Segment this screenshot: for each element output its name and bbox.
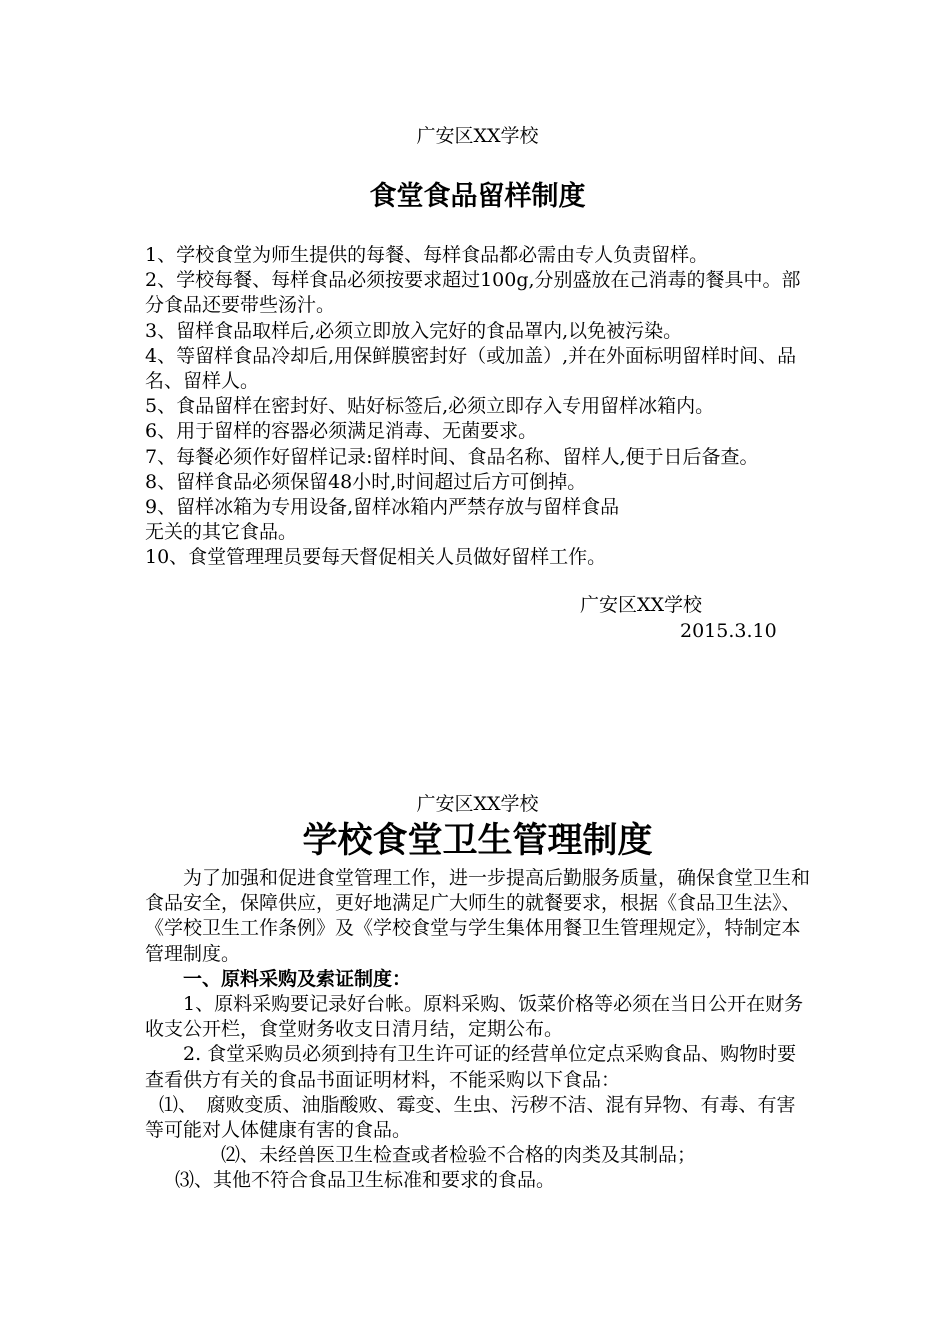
signature-school: 广安区XX学校 xyxy=(580,594,703,616)
procurement-rule-1: 1、原料采购要记录好台帐。原料采购、饭菜价格等必须在当日公开在财务收支公开栏，食堂财务收支日清月结，定期公布。 xyxy=(145,993,804,1041)
procurement-sub-1: ⑴、 腐败变质、油脂酸败、霉变、生虫、污秽不洁、混有异物、有毒、有害等可能对人体健康有害的食品。 xyxy=(145,1093,796,1142)
title-canteen-hygiene-policy: 学校食堂卫生管理制度 xyxy=(302,821,653,861)
procurement-sub-2: ⑵、未经兽医卫生检查或者检验不合格的肉类及其制品； xyxy=(221,1144,697,1167)
section-heading-procurement: 一、原料采购及索证制度： xyxy=(183,967,412,990)
rule-item-9: 9、留样冰箱为专用设备,留样冰箱内严禁存放与留样食品 xyxy=(145,496,620,519)
procurement-rule-2: 2. 食堂采购员必须到持有卫生许可证的经营单位定点采购食品、购物时要查看供方有关的食品书面证明材料，不能采购以下食品： xyxy=(145,1043,797,1091)
rule-item-1: 1、学校食堂为师生提供的每餐、每样食品都必需由专人负责留样。 xyxy=(145,244,709,266)
signature-date: 2015.3.10 xyxy=(680,620,777,642)
rule-item-2: 2、学校每餐、每样食品必须按要求超过100g,分别盛放在己消毒的餐具中。部分食品还要带些汤汁。 xyxy=(145,269,801,317)
hygiene-policy-body xyxy=(145,866,810,1194)
rule-item-4: 4、等留样食品冷却后,用保鲜膜密封好（或加盖）,并在外面标明留样时间、品名、留样人。 xyxy=(145,344,797,393)
food-sample-rules xyxy=(145,243,810,571)
rule-item-5: 5、食品留样在密封好、贴好标签后,必须立即存入专用留样冰箱内。 xyxy=(145,395,715,418)
title-food-sample-policy: 食堂食品留样制度 xyxy=(369,181,586,212)
intro-paragraph: 为了加强和促进食堂管理工作，进一步提高后勤服务质量，确保食堂卫生和食品安全，保障供应，更好地满足广大师生的就餐要求，根据《食品卫生法》、《学校卫生工作条例》及《学校食堂与学生集体用餐卫生管理规定》，特制定本管理制度。 xyxy=(145,867,811,965)
rule-item-6: 6、用于留样的容器必须满足消毒、无菌要求。 xyxy=(145,420,538,443)
rule-item-10: 10、食堂管理理员要每天督促相关人员做好留样工作。 xyxy=(145,546,607,569)
rule-item-9-cont: 无关的其它食品。 xyxy=(145,521,298,544)
school-name-1: 广安区XX学校 xyxy=(416,125,539,147)
procurement-sub-3: ⑶、其他不符合食品卫生标准和要求的食品。 xyxy=(175,1169,556,1192)
rule-item-3: 3、留样食品取样后,必须立即放入完好的食品罩内,以免被污染。 xyxy=(145,319,683,342)
rule-item-8: 8、留样食品必须保留48小时,时间超过后方可倒掉。 xyxy=(145,470,587,493)
school-name-2: 广安区XX学校 xyxy=(416,793,539,815)
rule-item-7: 7、每餐必须作好留样记录:留样时间、食品名称、留样人,便于日后备查。 xyxy=(145,445,759,468)
